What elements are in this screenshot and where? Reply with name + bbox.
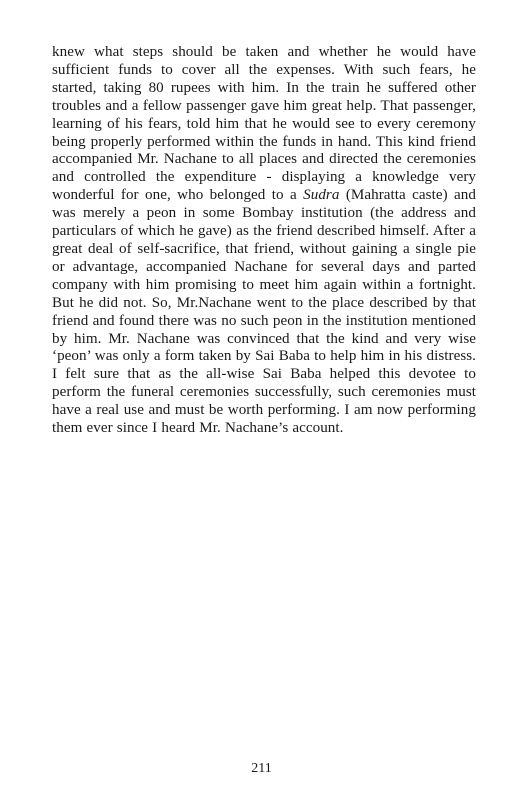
body-paragraph xyxy=(52,44,476,438)
italic-term: Sudra xyxy=(303,187,340,204)
paragraph-text-part-2: (Mahratta caste) and was merely a peon in some Bombay institution (the address and particulars of which he gave) as the friend described himself. After a great deal of self-sacrifice, that friend, without gaining a single pie or advantage, accompanied Nachane for several days and parted company with him promising to meet him again within a fortnight. But he did not. So, Mr.Nachane went to the place described by that friend and found there was no such peon in the institution mentioned by him. Mr. Nachane was convinced that the kind and very wise ‘peon’ was only a form taken by Sai Baba to help him in his distress. I felt sure that as the all-wise Sai Baba helped this devotee to perform the funeral ceremonies successfully, such ceremonies must have a real use and must be worth performing. I am now performing them ever since I heard Mr. Nachane’s account. xyxy=(52,187,476,437)
paragraph-text-part-1: knew what steps should be taken and whether he would have sufficient funds to cover all the expenses. With such fears, he started, taking 80 rupees with him. In the train he suffered other troubles and a fellow passenger gave him great help. That passenger, learning of his fears, told him that he would see to every ceremony being properly performed within the funds in hand. This kind friend accompanied Mr. Nachane to all places and directed the ceremonies and controlled the expenditure - displaying a knowledge very wonderful for one, who belonged to a xyxy=(52,44,476,204)
page-number: 211 xyxy=(251,761,272,776)
